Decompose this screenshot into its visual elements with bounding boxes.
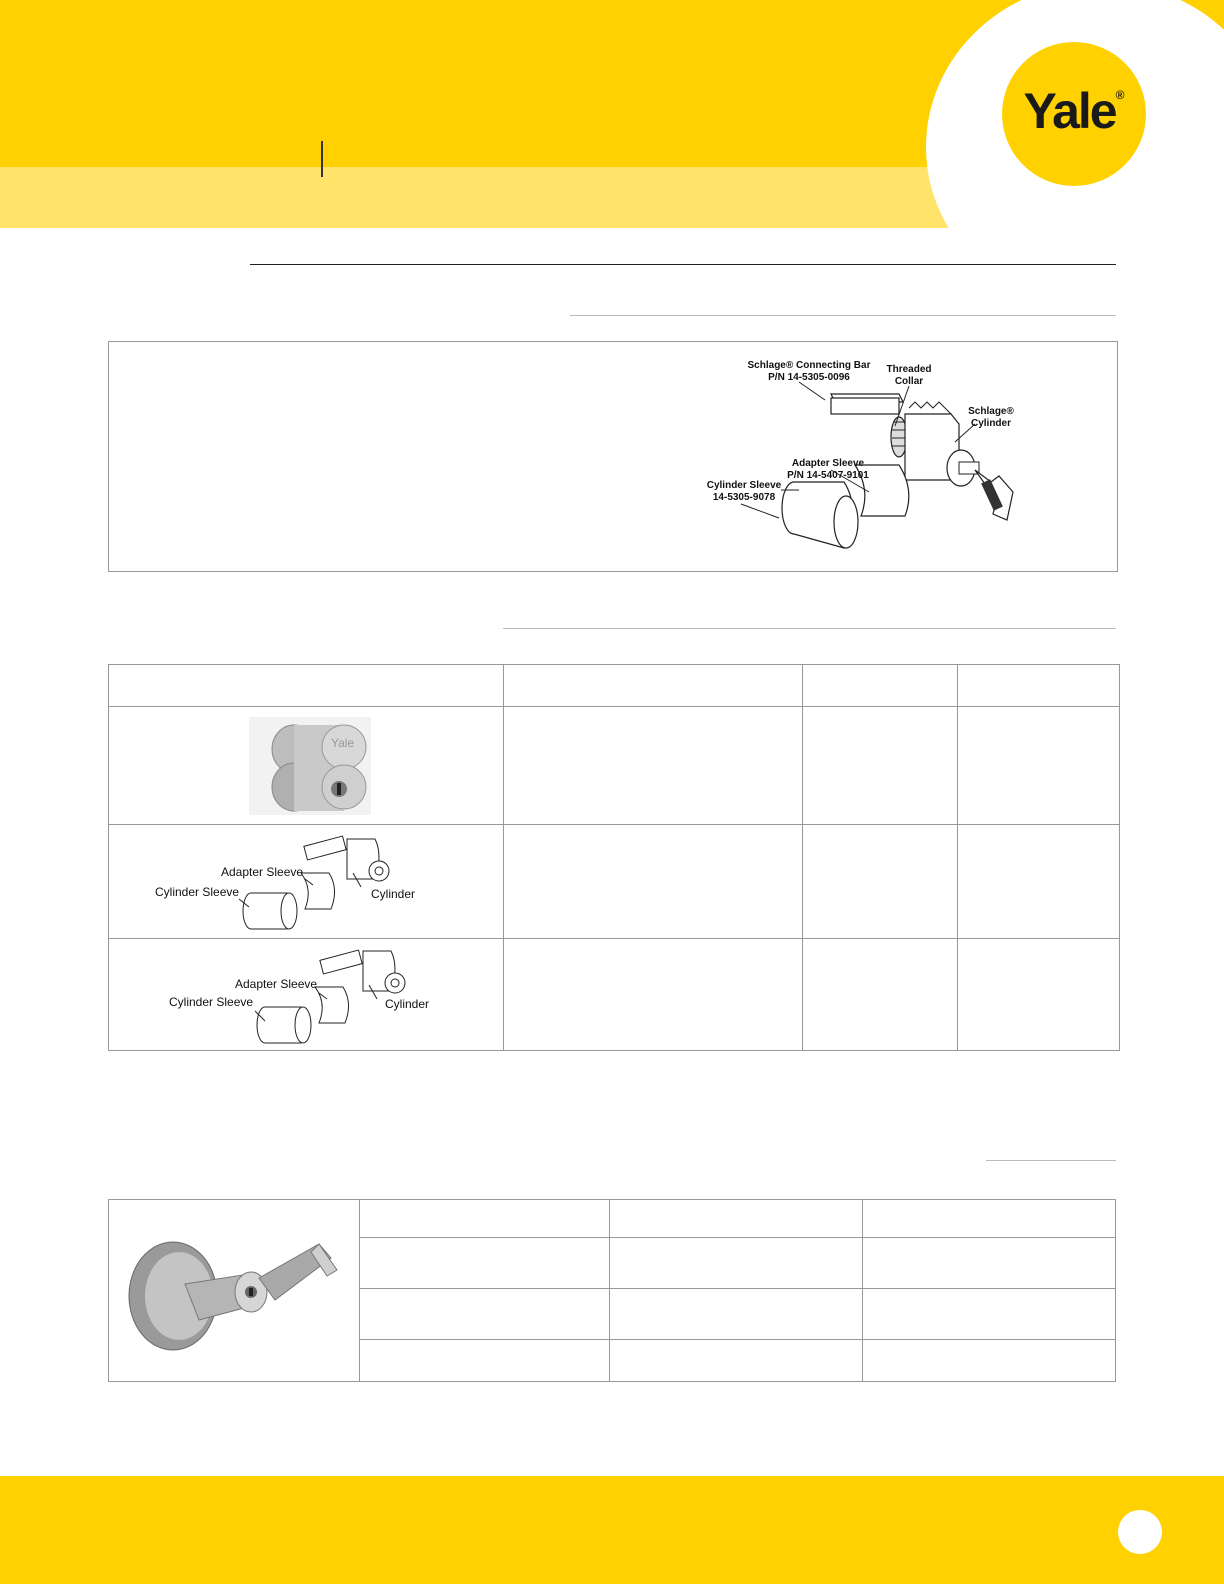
part-number-cell xyxy=(802,939,957,1051)
table-cell xyxy=(863,1288,1116,1339)
connecting-bar-icon xyxy=(831,394,903,414)
image-cell xyxy=(109,825,504,939)
footer-band xyxy=(0,1476,1224,1584)
table-cell xyxy=(863,1238,1116,1289)
table-header-row xyxy=(109,665,1120,707)
schlage-conversion-box xyxy=(108,341,1118,572)
key-icon xyxy=(975,470,1013,520)
table-cell xyxy=(359,1288,610,1339)
cylinder-label: Cylinder xyxy=(385,997,430,1011)
part-number-cell xyxy=(802,825,957,939)
header-cell xyxy=(802,665,957,707)
table-cell xyxy=(863,1339,1116,1381)
cylinder-sleeve-label: Cylinder Sleeve 14-5305-9078 xyxy=(706,480,782,503)
threaded-collar-label: Threaded Collar xyxy=(886,364,932,387)
table-cell xyxy=(863,1200,1116,1238)
table-cell xyxy=(359,1339,610,1381)
value-cell xyxy=(957,825,1119,939)
schlage-cylinder-label: Schlage® Cylinder xyxy=(968,406,1014,429)
lever-lockset-icon xyxy=(109,1200,357,1376)
connecting-bar-label: Schlage® Connecting Bar P/N 14-5305-0096 xyxy=(747,360,871,383)
table-row xyxy=(109,939,1120,1051)
cylinder-label: Cylinder xyxy=(371,887,416,901)
core-cylinder-icon xyxy=(109,707,500,819)
cylinder-table xyxy=(108,664,1120,1051)
cylinder-sleeve-icon xyxy=(781,482,858,548)
description-cell xyxy=(503,939,802,1051)
schlage-exploded-diagram xyxy=(109,342,1117,571)
title-rule xyxy=(250,264,1116,265)
section-rule-2 xyxy=(503,628,1116,629)
table-cell xyxy=(610,1288,863,1339)
table-cell xyxy=(610,1200,863,1238)
part-number-cell xyxy=(802,707,957,825)
header-cell xyxy=(957,665,1119,707)
sleeve-assembly-icon xyxy=(109,939,500,1049)
description-cell xyxy=(503,825,802,939)
table-row xyxy=(109,707,1120,825)
table-cell xyxy=(359,1238,610,1289)
table-row xyxy=(109,825,1120,939)
header-cell xyxy=(109,665,504,707)
lever-image-cell xyxy=(109,1200,360,1382)
table-cell xyxy=(610,1339,863,1381)
cylinder-sleeve-label: Cylinder Sleeve xyxy=(169,995,254,1009)
sleeve-assembly-icon xyxy=(109,825,500,937)
value-cell xyxy=(957,707,1119,825)
page-number-badge xyxy=(1118,1510,1162,1554)
section-rule-1 xyxy=(570,315,1116,316)
image-cell xyxy=(109,707,504,825)
header-cell xyxy=(503,665,802,707)
adapter-sleeve-label: Adapter Sleeve xyxy=(235,977,318,991)
table-row xyxy=(109,1200,1116,1238)
lever-table xyxy=(108,1199,1116,1382)
yale-logo-text: Yale® xyxy=(1023,83,1125,139)
table-cell xyxy=(359,1200,610,1238)
header-divider xyxy=(321,141,323,177)
description-cell xyxy=(503,707,802,825)
cylinder-sleeve-label: Cylinder Sleeve xyxy=(155,885,240,899)
value-cell xyxy=(957,939,1119,1051)
section-rule-3 xyxy=(986,1160,1116,1161)
adapter-sleeve-label: Adapter Sleeve P/N 14-5407-9101 xyxy=(787,458,869,481)
image-cell xyxy=(109,939,504,1051)
svg-text:Yale: Yale xyxy=(331,736,355,750)
adapter-sleeve-label: Adapter Sleeve xyxy=(221,865,304,879)
table-cell xyxy=(610,1238,863,1289)
